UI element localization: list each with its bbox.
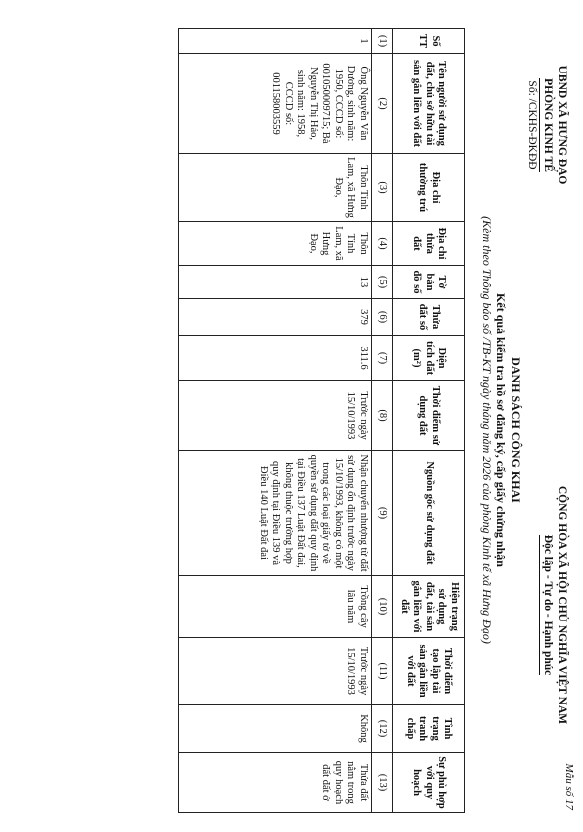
map-sheet-number: 13	[179, 266, 372, 299]
column-number: (2)	[372, 54, 393, 154]
header-cell: Tên người sử dụng đất, chủ sở hữu tài sản gắn liền với đất	[393, 54, 465, 154]
header-cell: Diện tích đất (m²)	[393, 336, 465, 381]
list-note: (Kèm theo Thông báo số /TB-KT ngày tháng năm 2026 của phòng Kinh tế xã Hưng Đạo)	[480, 216, 494, 644]
column-number: (12)	[372, 705, 393, 753]
header-cell: Địa chỉ thửa đất	[393, 222, 465, 266]
right-header	[539, 395, 569, 815]
agency-name: UBND XÃ HƯNG ĐẠO	[556, 65, 568, 185]
asset-creation-time: Trước ngày 15/10/1993	[179, 638, 372, 705]
header-cell: Hiện trạng sử dụng đất, tài sản gắn liền với đất	[393, 576, 465, 638]
column-number: (3)	[372, 154, 393, 222]
left-header	[525, 30, 569, 220]
column-number: (1)	[372, 29, 393, 54]
column-number: (5)	[372, 266, 393, 299]
permanent-address: Thôn Tỉnh Lam, xã Hưng Đạo,	[179, 154, 372, 222]
national-title: CỘNG HÒA XÃ HỘI CHỦ NGHĨA VIỆT NAM	[556, 485, 568, 725]
planning-conformity: Thửa đất nằm trong quy hoạch đất đất ở	[179, 753, 372, 813]
header-cell: Thời điểm tạo lập tài sản gắn liền với đất	[393, 638, 465, 705]
column-number: (10)	[372, 576, 393, 638]
header-cell: Số TT	[393, 29, 465, 54]
column-number-row	[372, 29, 393, 813]
column-number: (7)	[372, 336, 393, 381]
header-row	[393, 29, 465, 813]
national-motto: Độc lập - Tự do - Hạnh phúc	[539, 535, 555, 676]
parcel-number: 379	[179, 299, 372, 336]
list-subtitle: Kết quả kiểm tra hồ sơ đăng ký, cấp giấy chứng nhận	[494, 293, 509, 567]
list-title: DANH SÁCH CÔNG KHAI	[509, 357, 523, 503]
dispute-status: Không	[179, 705, 372, 753]
public-list-table	[178, 28, 465, 813]
owner-name: Ông Nguyễn Văn Dương, sinh năm: 1950, CCCD số: 001050009715; Bà Nguyễn Thị Hảo, sinh năm: 1958, CCCD số: 001158003559	[179, 54, 372, 154]
header-cell: Thời điểm sử dụng đất	[393, 381, 465, 451]
header-cell: Tờ bản đồ số	[393, 266, 465, 299]
header-cell: Sự phù hợp với quy hoạch	[393, 753, 465, 813]
column-number: (6)	[372, 299, 393, 336]
column-number: (9)	[372, 451, 393, 576]
land-use-start: Trước ngày 15/10/1993	[179, 381, 372, 451]
table-row	[179, 29, 372, 813]
header-cell: Thửa đất số	[393, 299, 465, 336]
list-title-block	[480, 160, 524, 700]
parcel-address: Thôn Tỉnh Lam, xã Hưng Đạo,	[179, 222, 372, 266]
document-number: Số: /CKHS-ĐKĐĐ	[526, 80, 538, 170]
column-number: (11)	[372, 638, 393, 705]
header-cell: Địa chỉ thường trú	[393, 154, 465, 222]
column-number: (13)	[372, 753, 393, 813]
column-number: (8)	[372, 381, 393, 451]
header-cell: Tình trạng tranh chấp	[393, 705, 465, 753]
row-number: 1	[179, 29, 372, 54]
land-area: 311.6	[179, 336, 372, 381]
land-origin: Nhận chuyển nhượng từ đất sử dụng ổn định trước ngày 15/10/1993, không có một trong các loại giấy tờ về quyền sử dụng đất quy định tại Điều 137 Luật Đất đai, không thuộc trường hợp quy định tại Điều 139 và Điều 140 Luật Đất đai	[179, 451, 372, 576]
current-use: Trồng cây lâu năm	[179, 576, 372, 638]
form-number: Mẫu số 17	[563, 763, 575, 810]
header-cell: Nguồn gốc sử dụng đất	[393, 451, 465, 576]
column-number: (4)	[372, 222, 393, 266]
department-name: PHÒNG KINH TẾ	[539, 78, 555, 172]
